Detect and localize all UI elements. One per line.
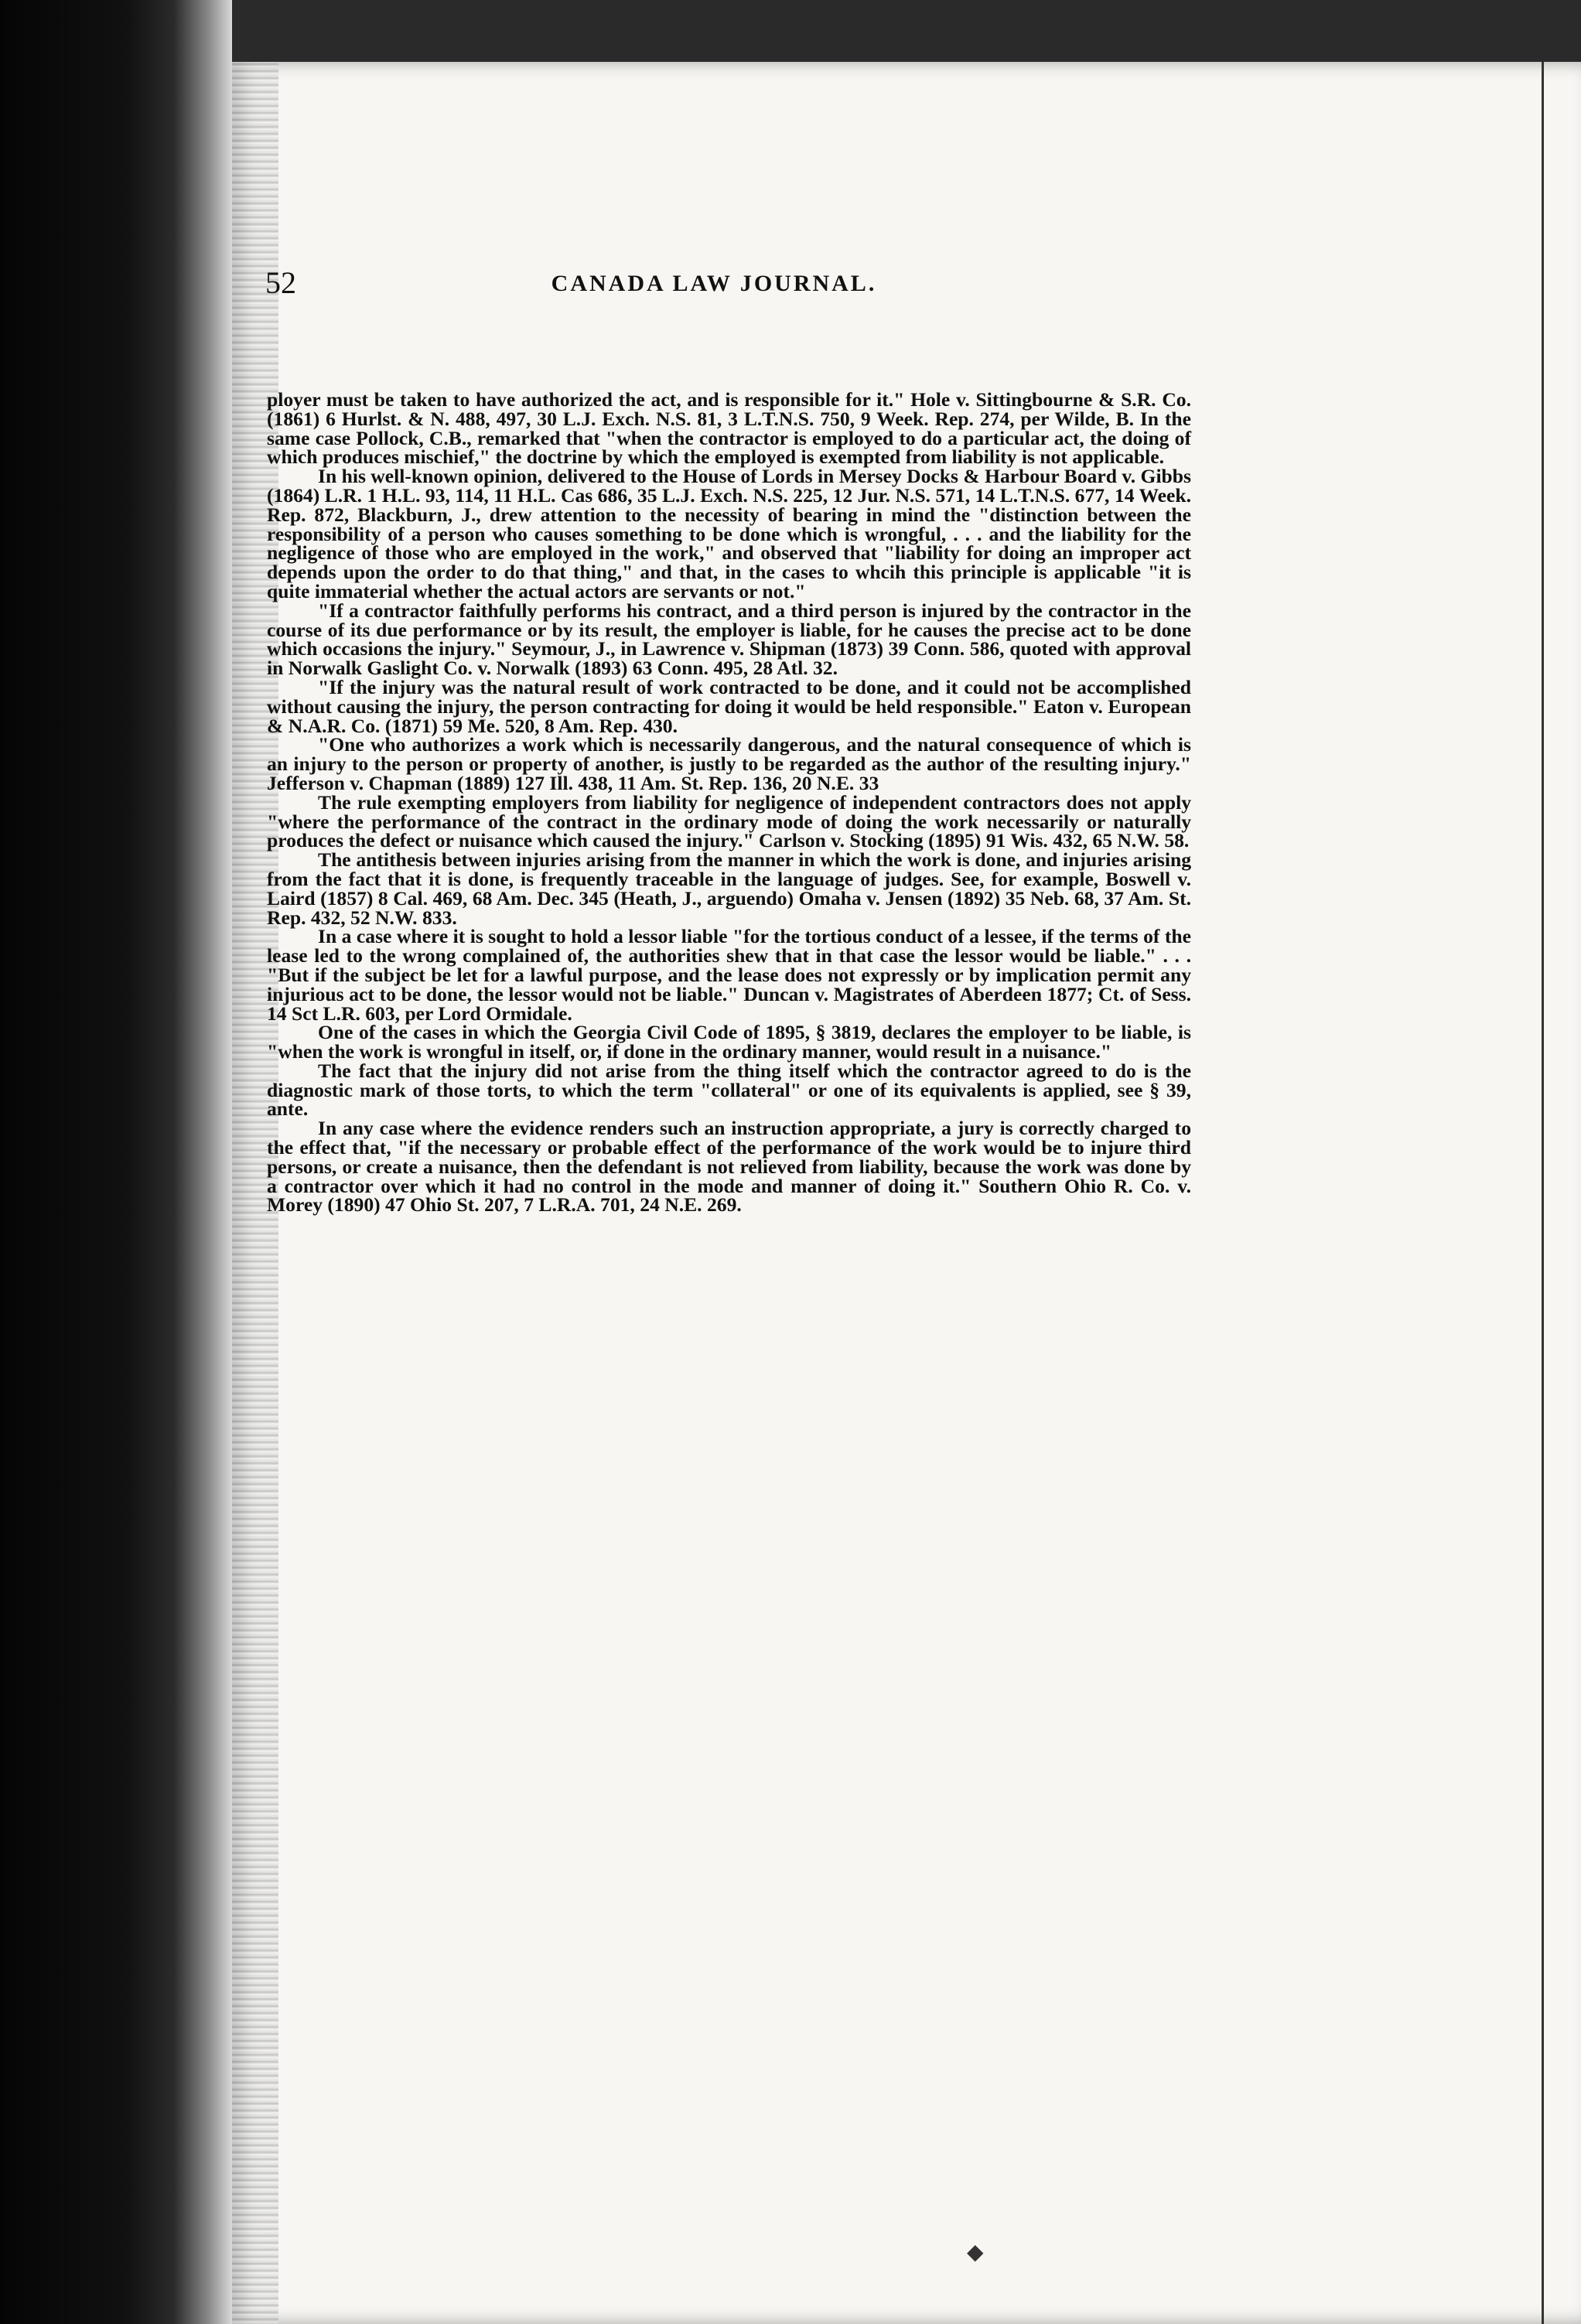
running-title: CANADA LAW JOURNAL.	[551, 271, 877, 296]
paragraph: "If a contractor faithfully performs his contract, and a third person is injured by the contractor in the course of its due performance or by its result, the employer is liable, for he causes the precise act to be done which occasions the injury." Seymour, J., in Lawrence v. Shipman (1873) 39 Conn. 586, quoted with approval in Norwalk Gaslight Co. v. Norwalk (1893) 63 Conn. 495, 28 Atl. 32.	[267, 599, 1191, 680]
paragraph: "One who authorizes a work which is necessarily dangerous, and the natural consequence of which is an injury to the person or property of another, is justly to be regarded as the author of the resulting injury." Jefferson v. Chapman (1889) 127 Ill. 438, 11 Am. St. Rep. 136, 20 N.E. 33	[267, 733, 1191, 794]
paragraph: The fact that the injury did not arise from the thing itself which the contractor agreed to do is the diagnostic mark of those torts, to which the term "collateral" or one of its equivalents is applied, see § 39, ante.	[267, 1059, 1191, 1121]
paragraph: One of the cases in which the Georgia Civil Code of 1895, § 3819, declares the employer to be liable, is "when the work is wrongful in itself, or, if done in the ordinary manner, would result in a nuisance."	[267, 1021, 1191, 1063]
paragraph: "If the injury was the natural result of work contracted to be done, and it could not be accomplished without causing the injury, the person contracting for doing it would be held responsible." Eaton v. European & N.A.R. Co. (1871) 59 Me. 520, 8 Am. Rep. 430.	[267, 675, 1191, 737]
body-text	[267, 388, 1191, 1217]
paragraph: ployer must be taken to have authorized the act, and is responsible for it." Hole v. Sittingbourne & S.R. Co. (1861) 6 Hurlst. & N. 488, 497, 30 L.J. Exch. N.S. 81, 3 L.T.N.S. 750, 9 Week. Rep. 274, per Wilde, B. In the same case Pollock, C.B., remarked that "when the contractor is employed to do a particular act, the doing of which produces mischief," the doctrine by which the employed is exempted from liability is not applicable.	[267, 388, 1191, 469]
paragraph: In a case where it is sought to hold a lessor liable "for the tortious conduct of a lessee, if the terms of the lease led to the wrong complained of, the authorities shew that in that case the lessor would be liable." . . . "But if the subject be let for a lawful purpose, and the lease does not expressly or by implication permit any injurious act to be done, the lessor would not be liable." Duncan v. Magistrates of Aberdeen 1877; Ct. of Sess. 14 Sct L.R. 603, per Lord Ormidale.	[267, 925, 1191, 1025]
paragraph: In any case where the evidence renders such an instruction appropriate, a jury is correctly charged to the effect that, "if the necessary or probable effect of the performance of the work would be to injure third persons, or create a nuisance, then the defendant is not relieved from liability, because the work was done by a contractor over which it had no control in the mode and manner of doing it." Southern Ohio R. Co. v. Morey (1890) 47 Ohio St. 207, 7 L.R.A. 701, 24 N.E. 269.	[267, 1117, 1191, 1217]
paragraph: The antithesis between injuries arising from the manner in which the work is done, and injuries arising from the fact that it is done, is frequently traceable in the language of judges. See, for example, Boswell v. Laird (1857) 8 Cal. 469, 68 Am. Dec. 345 (Heath, J., arguendo) Omaha v. Jensen (1892) 35 Neb. 68, 37 Am. St. Rep. 432, 52 N.W. 833.	[267, 848, 1191, 929]
page-header	[265, 264, 1163, 319]
page-edge-rule	[1542, 62, 1544, 2324]
ink-mark-icon: ◆	[967, 2240, 984, 2264]
page-number: 52	[265, 265, 296, 300]
scanner-edge	[0, 0, 232, 2324]
paragraph: In his well-known opinion, delivered to the House of Lords in Mersey Docks & Harbour Board v. Gibbs (1864) L.R. 1 H.L. 93, 114, 11 H.L. Cas 686, 35 L.J. Exch. N.S. 225, 12 Jur. N.S. 571, 14 L.T.N.S. 677, 14 Week. Rep. 872, Blackburn, J., drew attention to the necessity of bearing in mind the "distinction between the responsibility of a person who causes something to be done which is wrongful, . . . and the liability for the negligence of those who are employed in the work," and observed that "liability for doing an improper act depends upon the order to do that thing," and that, in the cases to whcih this principle is applicable "it is quite immaterial whether the actual actors are servants or not."	[267, 465, 1191, 602]
paragraph: The rule exempting employers from liability for negligence of independent contractors does not apply "where the performance of the contract in the ordinary mode of doing the work necessarily or naturally produces the defect or nuisance which caused the injury." Carlson v. Stocking (1895) 91 Wis. 432, 65 N.W. 58.	[267, 790, 1191, 852]
